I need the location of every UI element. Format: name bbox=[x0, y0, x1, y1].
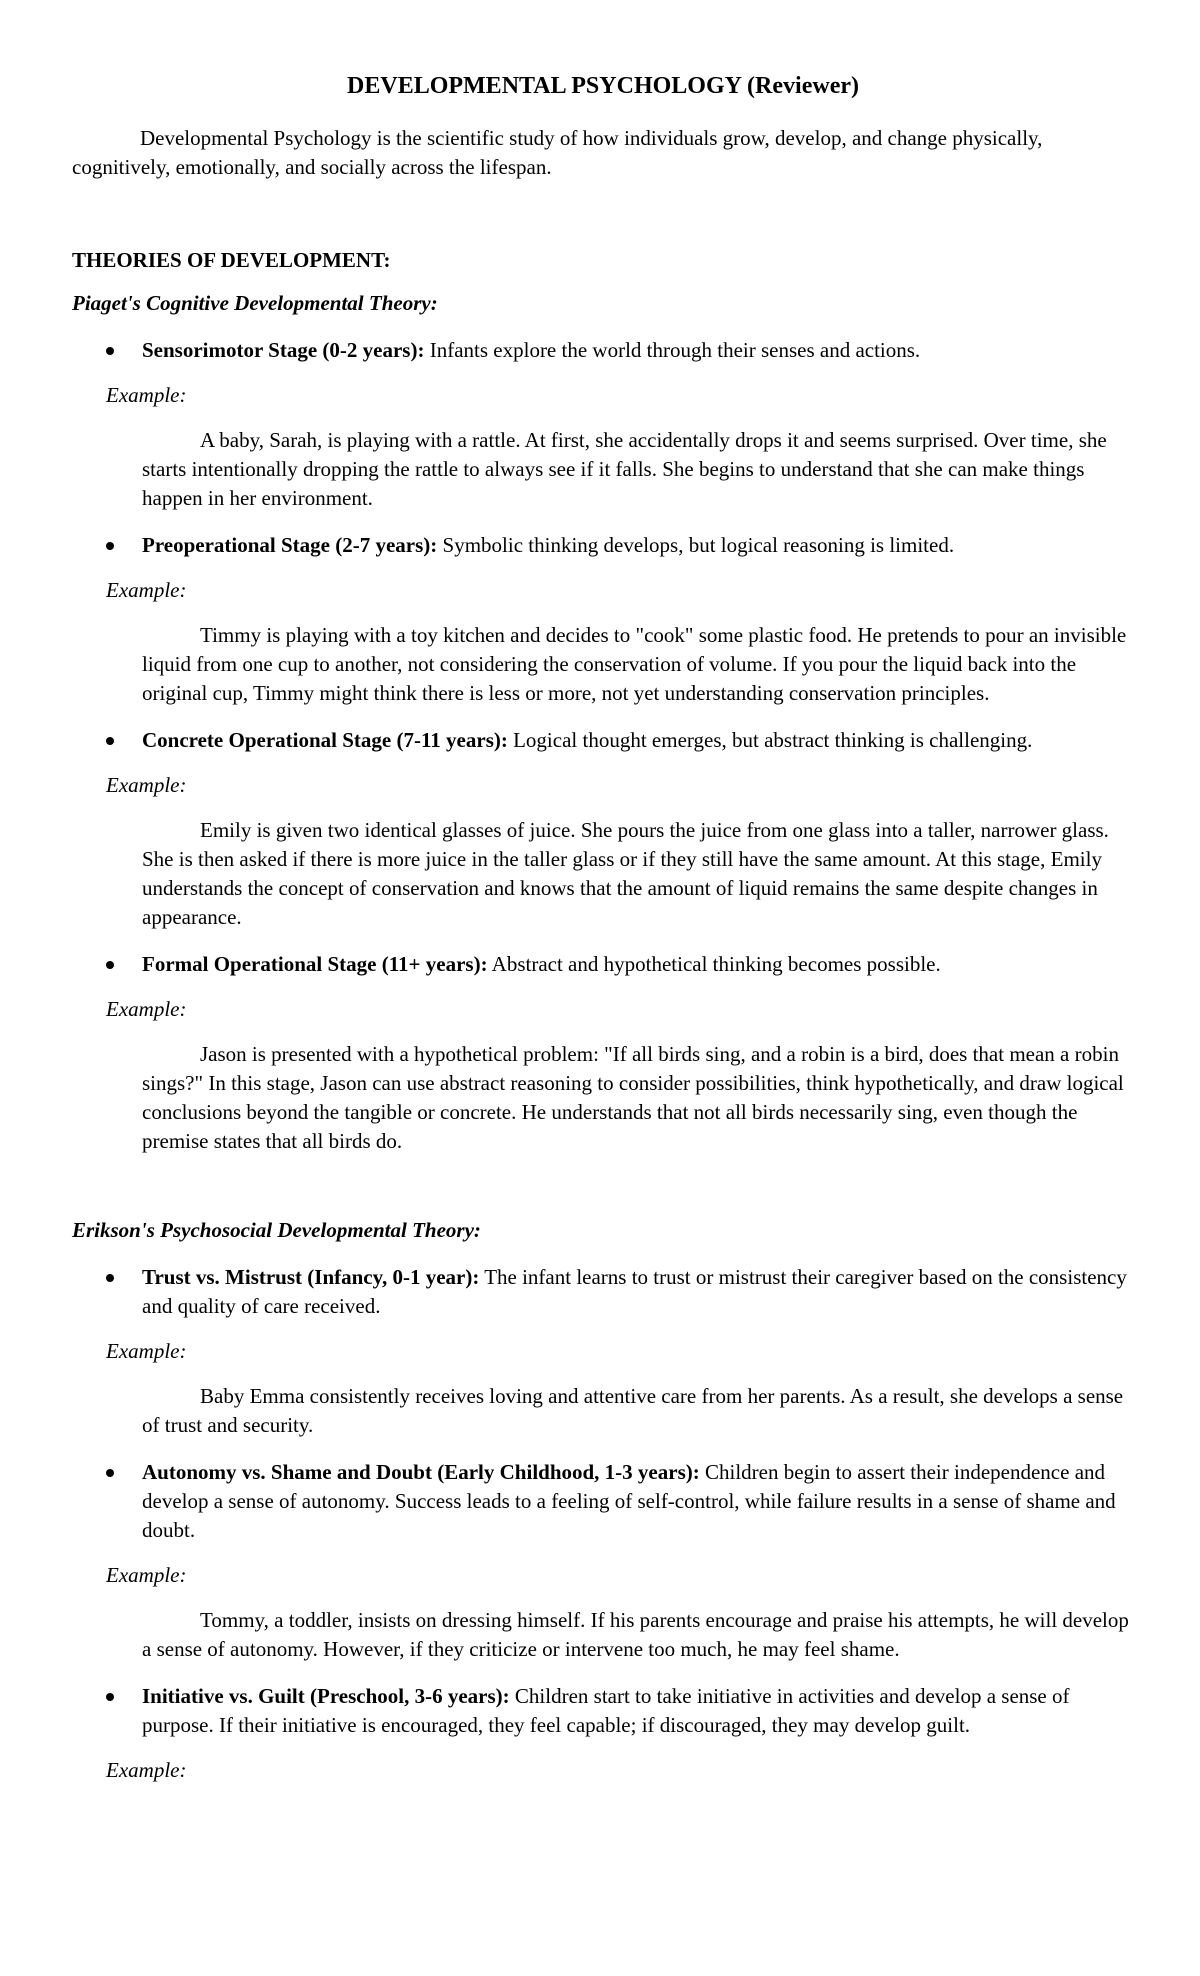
bullet-icon bbox=[106, 1693, 114, 1701]
example-label: Example: bbox=[106, 383, 187, 407]
bullet-icon bbox=[106, 542, 114, 550]
stage-name: Autonomy vs. Shame and Doubt (Early Childhood, 1-3 years): bbox=[142, 1460, 700, 1484]
example-label: Example: bbox=[106, 773, 187, 797]
bullet-icon bbox=[106, 1274, 114, 1282]
example-text: Baby Emma consistently receives loving and attentive care from her parents. As a result, she develops a sense of trust and security. bbox=[142, 1384, 1124, 1437]
bullet-icon bbox=[106, 961, 114, 969]
example-text: Emily is given two identical glasses of juice. She pours the juice from one glass into a taller, narrower glass. She is then asked if there is more juice in the taller glass or if they still have the same amount. At this stage, Emily understands the concept of conservation and knows that the amount of liquid remains the same despite changes in appearance. bbox=[142, 818, 1109, 929]
stage-name: Sensorimotor Stage (0-2 years): bbox=[142, 338, 425, 362]
stage-name: Initiative vs. Guilt (Preschool, 3-6 years): bbox=[142, 1684, 510, 1708]
stage-description: Symbolic thinking develops, but logical reasoning is limited. bbox=[437, 533, 955, 557]
bullet-icon bbox=[106, 1469, 114, 1477]
intro-paragraph: Developmental Psychology is the scientific study of how individuals grow, develop, and change physically, cognitively, emotionally, and socially across the lifespan. bbox=[72, 126, 1043, 179]
stage-item bbox=[72, 336, 1134, 365]
stage-item bbox=[72, 950, 1134, 979]
example-label: Example: bbox=[106, 578, 187, 602]
stage-name: Trust vs. Mistrust (Infancy, 0-1 year): bbox=[142, 1265, 480, 1289]
example-label: Example: bbox=[106, 1339, 187, 1363]
stage-description: Abstract and hypothetical thinking becomes possible. bbox=[487, 952, 941, 976]
stage-item bbox=[72, 1263, 1134, 1321]
stage-name: Concrete Operational Stage (7-11 years): bbox=[142, 728, 508, 752]
stage-description: Logical thought emerges, but abstract thinking is challenging. bbox=[507, 728, 1033, 752]
stage-description: Children begin to assert their independence and develop a sense of autonomy. Success leads to a feeling of self-control, while failure results in a sense of shame and doubt. bbox=[142, 1460, 1116, 1542]
example-text: Tommy, a toddler, insists on dressing himself. If his parents encourage and praise his attempts, he will develop a sense of autonomy. However, if they criticize or intervene too much, he may feel shame. bbox=[142, 1608, 1129, 1661]
stage-item bbox=[72, 531, 1134, 560]
erikson-heading: Erikson's Psychosocial Developmental Theory: bbox=[72, 1218, 481, 1242]
piaget-heading: Piaget's Cognitive Developmental Theory: bbox=[72, 291, 438, 315]
document-page bbox=[72, 60, 1134, 1801]
bullet-icon bbox=[106, 347, 114, 355]
section-heading: THEORIES OF DEVELOPMENT: bbox=[72, 248, 391, 272]
stage-item bbox=[72, 726, 1134, 755]
example-label: Example: bbox=[106, 1563, 187, 1587]
stage-description: Infants explore the world through their senses and actions. bbox=[424, 338, 921, 362]
stage-item bbox=[72, 1458, 1134, 1545]
stage-description: The infant learns to trust or mistrust their caregiver based on the consistency and quality of care received. bbox=[142, 1265, 1127, 1318]
document-title: DEVELOPMENTAL PSYCHOLOGY (Reviewer) bbox=[347, 73, 859, 99]
example-text: Timmy is playing with a toy kitchen and decides to "cook" some plastic food. He pretends to pour an invisible liquid from one cup to another, not considering the conservation of volume. If you pour the liquid back into the original cup, Timmy might think there is less or more, not yet understanding conservation principles. bbox=[142, 623, 1127, 705]
stage-item bbox=[72, 1682, 1134, 1740]
bullet-icon bbox=[106, 737, 114, 745]
example-text: A baby, Sarah, is playing with a rattle. At first, she accidentally drops it and seems surprised. Over time, she starts intentionally dropping the rattle to always see if it falls. She begins to understand that she can make things happen in her environment. bbox=[142, 428, 1107, 510]
example-label: Example: bbox=[106, 1758, 187, 1782]
stage-name: Formal Operational Stage (11+ years): bbox=[142, 952, 488, 976]
example-text: Jason is presented with a hypothetical problem: "If all birds sing, and a robin is a bird, does that mean a robin sings?" In this stage, Jason can use abstract reasoning to consider possibilities, think hypothetically, and draw logical conclusions beyond the tangible or concrete. He understands that not all birds necessarily sing, even though the premise states that all birds do. bbox=[142, 1042, 1124, 1153]
stage-description: Children start to take initiative in activities and develop a sense of purpose. If their initiative is encouraged, they feel capable; if discouraged, they may develop guilt. bbox=[142, 1684, 1070, 1737]
example-label: Example: bbox=[106, 997, 187, 1021]
stage-name: Preoperational Stage (2-7 years): bbox=[142, 533, 438, 557]
